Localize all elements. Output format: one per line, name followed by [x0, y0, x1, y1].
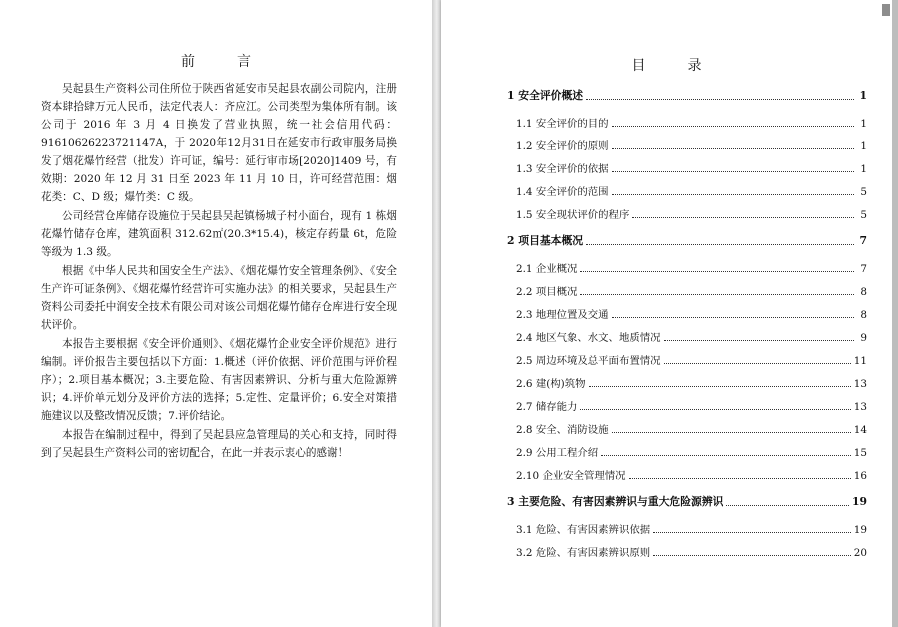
toc-leader-dots [580, 270, 854, 272]
preface-title: 前 言 [181, 54, 265, 70]
toc-entry-title: 1.1 安全评价的目的 [516, 118, 609, 130]
toc-entry-page: 19 [851, 495, 867, 508]
toc-entry-page: 14 [853, 424, 867, 436]
toc-entry-page: 16 [853, 470, 867, 482]
toc-leader-dots [589, 385, 851, 387]
toc-entry-page: 8 [860, 309, 867, 321]
toc-entry-title: 1 安全评价概述 [507, 89, 584, 102]
toc-entry-title: 2.2 项目概况 [516, 286, 578, 298]
toc-entry-page: 7 [860, 263, 867, 275]
page-edge [892, 0, 898, 627]
toc-entry-page: 13 [853, 401, 867, 413]
toc-page [441, 0, 892, 627]
toc-leader-dots [586, 98, 854, 100]
toc-entry-page: 19 [853, 524, 867, 536]
toc-leader-dots [612, 316, 854, 318]
toc-chapter-entry[interactable] [507, 88, 867, 103]
toc-entry-page: 5 [860, 186, 867, 198]
toc-section-entry[interactable] [507, 544, 867, 559]
toc-section-entry[interactable] [507, 467, 867, 482]
corner-mark [882, 4, 890, 16]
toc-section-entry[interactable] [507, 521, 867, 536]
toc-section-entry[interactable] [507, 260, 867, 275]
toc-entry-title: 2.8 安全、消防设施 [516, 424, 609, 436]
toc-entry-page: 11 [853, 355, 867, 367]
toc-entry-page: 13 [853, 378, 867, 390]
toc-section-entry[interactable] [507, 398, 867, 413]
toc-leader-dots [653, 554, 851, 556]
toc-entry-page: 15 [853, 447, 867, 459]
toc-leader-dots [629, 477, 851, 479]
toc-entry-page: 5 [860, 209, 867, 221]
toc-leader-dots [612, 431, 851, 433]
toc-section-entry[interactable] [507, 375, 867, 390]
preface-paragraph: 本报告在编制过程中，得到了吴起县应急管理局的关心和支持，同时得到了吴起县生产资料公司的密切配合，在此一并表示衷心的感谢！ [41, 429, 397, 459]
toc-entry-title: 2 项目基本概况 [507, 234, 584, 247]
toc-entry-title: 2.4 地区气象、水文、地质情况 [516, 332, 661, 344]
toc-leader-dots [726, 504, 849, 506]
preface-paragraph: 本报告主要根据《安全评价通则》、《烟花爆竹企业安全评价规范》进行编制。评价报告主要包括以下方面：1.概述（评价依据、评价范围与评价程序）；2.项目基本概况；3.主要危险、有害因素辨识、分析与重大危险源辨识；4.评价单元划分及评价方法的选择；5.定性、定量评价；6.安全对策措施建议以及整改情况反馈；7.评价结论。 [41, 338, 397, 422]
toc-entry-page: 1 [860, 140, 867, 152]
toc-entry-title: 2.9 公用工程介绍 [516, 447, 599, 459]
toc-entry-title: 2.1 企业概况 [516, 263, 578, 275]
toc-leader-dots [612, 193, 854, 195]
toc-leader-dots [612, 147, 854, 149]
toc-leader-dots [664, 362, 851, 364]
toc-entry-title: 1.3 安全评价的依据 [516, 163, 609, 175]
preface-paragraph: 吴起县生产资料公司住所位于陕西省延安市吴起县农副公司院内，注册资本肆拾肆万元人民币，法定代表人：齐应江。公司类型为集体所有制。该公司于 2016 年 3 月 4 日换发了营业执照，统一社会信用代码：91610626223721147A，于 2020年12月31日在延安市行政审服务局换发了烟花爆竹经营（批发）许可证，编号：延行审市场[2020]1409 号，有效期：2020 年 12 月 31 日至 2023 年 11 月 10 日，许可经营范围：烟花类：C、D 级；爆竹类：C 级。 [41, 83, 397, 203]
toc-section-entry[interactable] [507, 283, 867, 298]
toc-section-entry[interactable] [507, 160, 867, 175]
toc-entry-title: 3.1 危险、有害因素辨识依据 [516, 524, 651, 536]
toc-leader-dots [580, 408, 850, 410]
toc-leader-dots [601, 454, 851, 456]
toc-entry-title: 2.3 地理位置及交通 [516, 309, 609, 321]
toc-entry-title: 1.5 安全现状评价的程序 [516, 209, 630, 221]
preface-page [0, 0, 432, 627]
toc-leader-dots [653, 531, 851, 533]
toc-section-entry[interactable] [507, 115, 867, 130]
toc-entry-page: 9 [860, 332, 867, 344]
toc-leader-dots [586, 243, 854, 245]
toc-section-entry[interactable] [507, 306, 867, 321]
toc-entry-title: 1.2 安全评价的原则 [516, 140, 609, 152]
preface-paragraph: 公司经营仓库储存设施位于吴起县吴起镇杨城子村小面台，现有 1 栋烟花爆竹储存仓库，建筑面积 312.62㎡(20.3*15.4)，核定存药量 6t，危险等级为 1.3 级。 [41, 210, 397, 258]
toc-entry-title: 1.4 安全评价的范围 [516, 186, 609, 198]
toc-section-entry[interactable] [507, 444, 867, 459]
toc-entry-page: 1 [859, 89, 867, 102]
toc-leader-dots [612, 125, 854, 127]
toc-leader-dots [612, 170, 854, 172]
toc-entry-page: 7 [859, 234, 867, 247]
toc-leader-dots [664, 339, 854, 341]
toc-entry-title: 2.10 企业安全管理情况 [516, 470, 626, 482]
toc-chapter-entry[interactable] [507, 233, 867, 248]
toc-leader-dots [632, 216, 854, 218]
toc-section-entry[interactable] [507, 352, 867, 367]
preface-body [41, 80, 397, 462]
preface-paragraph: 根据《中华人民共和国安全生产法》、《烟花爆竹安全管理条例》、《安全生产许可证条例》、《烟花爆竹经营许可实施办法》的相关要求，吴起县生产资料公司委托中润安全技术有限公司对该公司烟花爆竹储存仓库进行安全现状评价。 [41, 265, 397, 331]
toc-entry-title: 2.7 储存能力 [516, 401, 578, 413]
toc-entry-page: 1 [860, 118, 867, 130]
toc-section-entry[interactable] [507, 421, 867, 436]
toc-section-entry[interactable] [507, 329, 867, 344]
toc-title: 目 录 [631, 58, 716, 74]
toc-leader-dots [580, 293, 854, 295]
toc-section-entry[interactable] [507, 206, 867, 221]
toc-entry-title: 2.6 建(构)筑物 [516, 378, 586, 390]
toc-entry-page: 8 [860, 286, 867, 298]
toc-entry-title: 2.5 周边环境及总平面布置情况 [516, 355, 661, 367]
toc-section-entry[interactable] [507, 183, 867, 198]
toc-entry-title: 3.2 危险、有害因素辨识原则 [516, 547, 651, 559]
toc-section-entry[interactable] [507, 137, 867, 152]
toc-entry-page: 20 [853, 547, 867, 559]
toc-entry-page: 1 [860, 163, 867, 175]
toc-entry-title: 3 主要危险、有害因素辨识与重大危险源辨识 [507, 495, 724, 508]
toc-chapter-entry[interactable] [507, 494, 867, 509]
page-gutter [432, 0, 441, 627]
